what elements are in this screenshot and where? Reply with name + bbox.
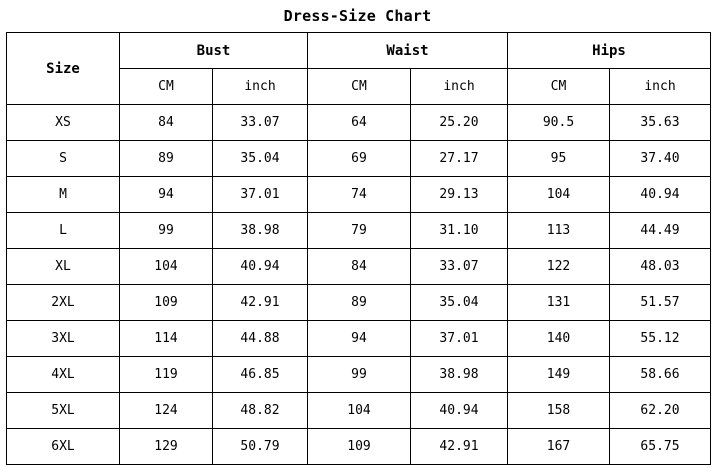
bust-inch-header: inch <box>213 69 308 105</box>
waist-cm-cell: 79 <box>308 213 411 249</box>
waist-inch-cell: 31.10 <box>411 213 508 249</box>
hips-inch-cell: 35.63 <box>610 105 711 141</box>
hips-inch-cell: 44.49 <box>610 213 711 249</box>
bust-cm-cell: 109 <box>120 285 213 321</box>
chart-title: Dress-Size Chart <box>283 7 432 25</box>
table-row <box>7 177 711 213</box>
header-row-groups <box>7 33 711 69</box>
size-cell: 2XL <box>7 285 120 321</box>
bust-cm-cell: 119 <box>120 357 213 393</box>
hips-cm-cell: 113 <box>508 213 610 249</box>
size-cell: M <box>7 177 120 213</box>
hips-inch-cell: 58.66 <box>610 357 711 393</box>
bust-inch-cell: 44.88 <box>213 321 308 357</box>
hips-cm-cell: 131 <box>508 285 610 321</box>
bust-inch-cell: 50.79 <box>213 429 308 465</box>
bust-cm-cell: 89 <box>120 141 213 177</box>
waist-inch-cell: 25.20 <box>411 105 508 141</box>
bust-inch-cell: 48.82 <box>213 393 308 429</box>
hips-inch-cell: 48.03 <box>610 249 711 285</box>
waist-header: Waist <box>308 33 508 69</box>
hips-inch-header: inch <box>610 69 711 105</box>
bust-inch-cell: 46.85 <box>213 357 308 393</box>
waist-cm-header: CM <box>308 69 411 105</box>
waist-cm-cell: 69 <box>308 141 411 177</box>
hips-header: Hips <box>508 33 711 69</box>
table-row <box>7 393 711 429</box>
bust-cm-cell: 94 <box>120 177 213 213</box>
bust-inch-cell: 37.01 <box>213 177 308 213</box>
bust-inch-cell: 35.04 <box>213 141 308 177</box>
bust-cm-header: CM <box>120 69 213 105</box>
size-cell: 3XL <box>7 321 120 357</box>
bust-cm-cell: 99 <box>120 213 213 249</box>
table-row <box>7 357 711 393</box>
waist-inch-cell: 42.91 <box>411 429 508 465</box>
size-cell: L <box>7 213 120 249</box>
hips-inch-cell: 55.12 <box>610 321 711 357</box>
table-row <box>7 141 711 177</box>
bust-header: Bust <box>120 33 308 69</box>
hips-cm-cell: 122 <box>508 249 610 285</box>
bust-cm-cell: 114 <box>120 321 213 357</box>
bust-cm-cell: 129 <box>120 429 213 465</box>
bust-inch-cell: 40.94 <box>213 249 308 285</box>
hips-cm-cell: 167 <box>508 429 610 465</box>
waist-cm-cell: 109 <box>308 429 411 465</box>
size-header: Size <box>7 33 120 105</box>
bust-cm-cell: 124 <box>120 393 213 429</box>
waist-inch-cell: 27.17 <box>411 141 508 177</box>
waist-cm-cell: 84 <box>308 249 411 285</box>
hips-cm-cell: 95 <box>508 141 610 177</box>
table-row <box>7 249 711 285</box>
hips-cm-cell: 104 <box>508 177 610 213</box>
size-cell: 4XL <box>7 357 120 393</box>
hips-inch-cell: 65.75 <box>610 429 711 465</box>
waist-cm-cell: 99 <box>308 357 411 393</box>
waist-inch-cell: 38.98 <box>411 357 508 393</box>
size-cell: XL <box>7 249 120 285</box>
bust-cm-cell: 84 <box>120 105 213 141</box>
waist-inch-cell: 33.07 <box>411 249 508 285</box>
waist-inch-cell: 35.04 <box>411 285 508 321</box>
table-row <box>7 285 711 321</box>
waist-inch-cell: 29.13 <box>411 177 508 213</box>
waist-inch-header: inch <box>411 69 508 105</box>
table-row <box>7 321 711 357</box>
table-row <box>7 213 711 249</box>
hips-inch-cell: 51.57 <box>610 285 711 321</box>
waist-inch-cell: 37.01 <box>411 321 508 357</box>
hips-inch-cell: 37.40 <box>610 141 711 177</box>
waist-inch-cell: 40.94 <box>411 393 508 429</box>
waist-cm-cell: 94 <box>308 321 411 357</box>
bust-inch-cell: 33.07 <box>213 105 308 141</box>
waist-cm-cell: 104 <box>308 393 411 429</box>
bust-inch-cell: 42.91 <box>213 285 308 321</box>
bust-cm-cell: 104 <box>120 249 213 285</box>
hips-inch-cell: 62.20 <box>610 393 711 429</box>
waist-cm-cell: 89 <box>308 285 411 321</box>
size-cell: XS <box>7 105 120 141</box>
hips-cm-cell: 149 <box>508 357 610 393</box>
hips-cm-cell: 90.5 <box>508 105 610 141</box>
bust-inch-cell: 38.98 <box>213 213 308 249</box>
size-cell: 6XL <box>7 429 120 465</box>
waist-cm-cell: 74 <box>308 177 411 213</box>
hips-cm-cell: 158 <box>508 393 610 429</box>
waist-cm-cell: 64 <box>308 105 411 141</box>
size-cell: S <box>7 141 120 177</box>
size-cell: 5XL <box>7 393 120 429</box>
table-row <box>7 429 711 465</box>
table-row <box>7 105 711 141</box>
hips-inch-cell: 40.94 <box>610 177 711 213</box>
hips-cm-header: CM <box>508 69 610 105</box>
hips-cm-cell: 140 <box>508 321 610 357</box>
size-chart-table <box>6 32 711 465</box>
